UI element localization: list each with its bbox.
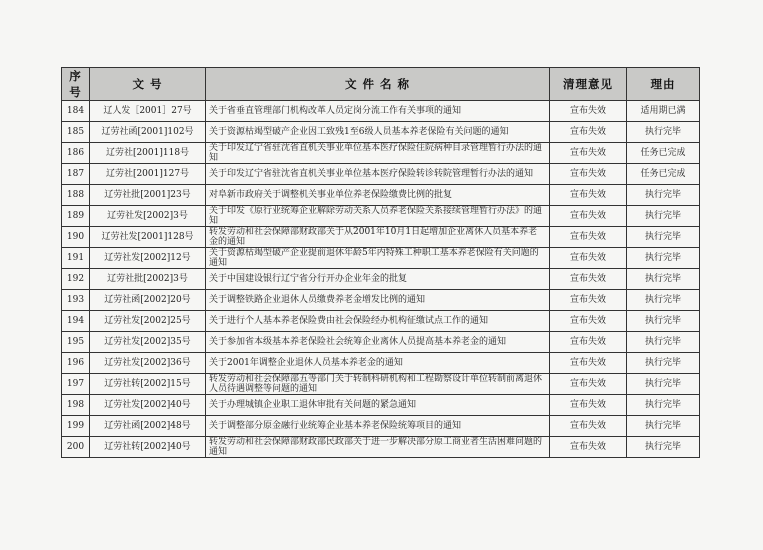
- row-number: 198: [62, 395, 90, 416]
- cleanup-opinion: 宣布失效: [550, 185, 627, 206]
- reason: 适用期已满: [627, 101, 700, 122]
- document-title: 关于资源枯竭型破产企业因工致残1至6级人员基本养老保险有关问题的通知: [206, 122, 550, 143]
- document-number: 辽劳社发[2001]128号: [90, 227, 206, 248]
- cleanup-opinion: 宣布失效: [550, 122, 627, 143]
- table-row: [62, 416, 700, 437]
- document-number: 辽劳社发[2002]3号: [90, 206, 206, 227]
- table-row: [62, 437, 700, 458]
- reason: 执行完毕: [627, 290, 700, 311]
- reason: 执行完毕: [627, 437, 700, 458]
- reason: 任务已完成: [627, 143, 700, 164]
- row-number: 193: [62, 290, 90, 311]
- cleanup-opinion: 宣布失效: [550, 143, 627, 164]
- reason: 执行完毕: [627, 395, 700, 416]
- document-title: 转发劳动和社会保障部财政部关于从2001年10月1日起增加企业离休人员基本养老金的通知: [206, 227, 550, 248]
- row-number: 197: [62, 374, 90, 395]
- row-number: 196: [62, 353, 90, 374]
- cleanup-opinion: 宣布失效: [550, 437, 627, 458]
- document-title: 关于调整部分原金融行业统筹企业基本养老保险统筹项目的通知: [206, 416, 550, 437]
- document-title: 关于办理城镇企业职工退休审批有关问题的紧急通知: [206, 395, 550, 416]
- row-number: 199: [62, 416, 90, 437]
- reason: 执行完毕: [627, 416, 700, 437]
- document-title: 关于调整铁路企业退休人员缴费养老金增发比例的通知: [206, 290, 550, 311]
- document-number: 辽劳社转[2002]15号: [90, 374, 206, 395]
- reason: 执行完毕: [627, 374, 700, 395]
- header-num: 序号: [62, 68, 90, 101]
- reason: 执行完毕: [627, 311, 700, 332]
- table-row: [62, 374, 700, 395]
- reason: 任务已完成: [627, 164, 700, 185]
- reason: 执行完毕: [627, 206, 700, 227]
- cleanup-opinion: 宣布失效: [550, 101, 627, 122]
- row-number: 194: [62, 311, 90, 332]
- document-title: 关于资源枯竭型破产企业提前退休年龄5年内特殊工种职工基本养老保险有关问题的通知: [206, 248, 550, 269]
- table-row: [62, 311, 700, 332]
- row-number: 200: [62, 437, 90, 458]
- header-opinion: 清理意见: [550, 68, 627, 101]
- table-row: [62, 227, 700, 248]
- cleanup-opinion: 宣布失效: [550, 374, 627, 395]
- header-reason: 理由: [627, 68, 700, 101]
- document-title: 关于中国建设银行辽宁省分行开办企业年金的批复: [206, 269, 550, 290]
- table-row: [62, 353, 700, 374]
- document-number: 辽劳社批[2002]3号: [90, 269, 206, 290]
- cleanup-opinion: 宣布失效: [550, 416, 627, 437]
- document-title: 关于印发《原行业统筹企业解除劳动关系人员养老保险关系接续管理暂行办法》的通知: [206, 206, 550, 227]
- row-number: 187: [62, 164, 90, 185]
- row-number: 186: [62, 143, 90, 164]
- document-number: 辽劳社[2001]118号: [90, 143, 206, 164]
- row-number: 192: [62, 269, 90, 290]
- row-number: 185: [62, 122, 90, 143]
- table-row: [62, 122, 700, 143]
- row-number: 190: [62, 227, 90, 248]
- table-row: [62, 332, 700, 353]
- document-number: 辽劳社发[2002]12号: [90, 248, 206, 269]
- document-number: 辽劳社转[2002]40号: [90, 437, 206, 458]
- row-number: 195: [62, 332, 90, 353]
- document-number: 辽劳社发[2002]36号: [90, 353, 206, 374]
- cleanup-opinion: 宣布失效: [550, 332, 627, 353]
- reason: 执行完毕: [627, 227, 700, 248]
- document-title: 关于印发辽宁省驻沈省直机关事业单位基本医疗保险住院病种目录管理暂行办法的通知: [206, 143, 550, 164]
- row-number: 189: [62, 206, 90, 227]
- cleanup-opinion: 宣布失效: [550, 227, 627, 248]
- document-title: 对阜新市政府关于调整机关事业单位养老保险缴费比例的批复: [206, 185, 550, 206]
- document-title: 关于印发辽宁省驻沈省直机关事业单位基本医疗保险转诊转院管理暂行办法的通知: [206, 164, 550, 185]
- table-row: [62, 290, 700, 311]
- reason: 执行完毕: [627, 248, 700, 269]
- cleanup-opinion: 宣布失效: [550, 395, 627, 416]
- header-docno: 文 号: [90, 68, 206, 101]
- table-row: [62, 143, 700, 164]
- document-title: 关于省垂直管理部门机构改革人员定岗分流工作有关事项的通知: [206, 101, 550, 122]
- cleanup-opinion: 宣布失效: [550, 290, 627, 311]
- table-row: [62, 164, 700, 185]
- header-row: [62, 68, 700, 101]
- document-number: 辽劳社发[2002]40号: [90, 395, 206, 416]
- row-number: 184: [62, 101, 90, 122]
- cleanup-opinion: 宣布失效: [550, 206, 627, 227]
- row-number: 188: [62, 185, 90, 206]
- table-row: [62, 248, 700, 269]
- reason: 执行完毕: [627, 185, 700, 206]
- document-number: 辽劳社函[2001]102号: [90, 122, 206, 143]
- table-row: [62, 269, 700, 290]
- document-number: 辽劳社发[2002]35号: [90, 332, 206, 353]
- table-body: [62, 101, 700, 458]
- table-row: [62, 395, 700, 416]
- table-row: [62, 101, 700, 122]
- row-number: 191: [62, 248, 90, 269]
- document-number: 辽劳社发[2002]25号: [90, 311, 206, 332]
- document-title: 关于2001年调整企业退休人员基本养老金的通知: [206, 353, 550, 374]
- reason: 执行完毕: [627, 269, 700, 290]
- cleanup-opinion: 宣布失效: [550, 353, 627, 374]
- document-title: 转发劳动和社会保障部财政部民政部关于进一步解决部分原工商业者生活困难问题的通知: [206, 437, 550, 458]
- document-number: 辽劳社批[2001]23号: [90, 185, 206, 206]
- document-title: 关于参加省本级基本养老保险社会统筹企业离休人员提高基本养老金的通知: [206, 332, 550, 353]
- cleanup-opinion: 宣布失效: [550, 248, 627, 269]
- document-number: 辽人发［2001］27号: [90, 101, 206, 122]
- reason: 执行完毕: [627, 353, 700, 374]
- reason: 执行完毕: [627, 122, 700, 143]
- table-row: [62, 206, 700, 227]
- document-number: 辽劳社[2001]127号: [90, 164, 206, 185]
- reason: 执行完毕: [627, 332, 700, 353]
- table-row: [62, 185, 700, 206]
- cleanup-opinion: 宣布失效: [550, 311, 627, 332]
- document-number: 辽劳社函[2002]20号: [90, 290, 206, 311]
- document-table: [61, 67, 700, 458]
- cleanup-opinion: 宣布失效: [550, 269, 627, 290]
- document-title: 关于进行个人基本养老保险费由社会保险经办机构征缴试点工作的通知: [206, 311, 550, 332]
- document-number: 辽劳社函[2002]48号: [90, 416, 206, 437]
- header-title: 文 件 名 称: [206, 68, 550, 101]
- document-title: 转发劳动和社会保障部五等部门关于转制科研机构和工程勘察设计单位转制前离退休人员待遇调整等问题的通知: [206, 374, 550, 395]
- table-header: [62, 68, 700, 101]
- cleanup-opinion: 宣布失效: [550, 164, 627, 185]
